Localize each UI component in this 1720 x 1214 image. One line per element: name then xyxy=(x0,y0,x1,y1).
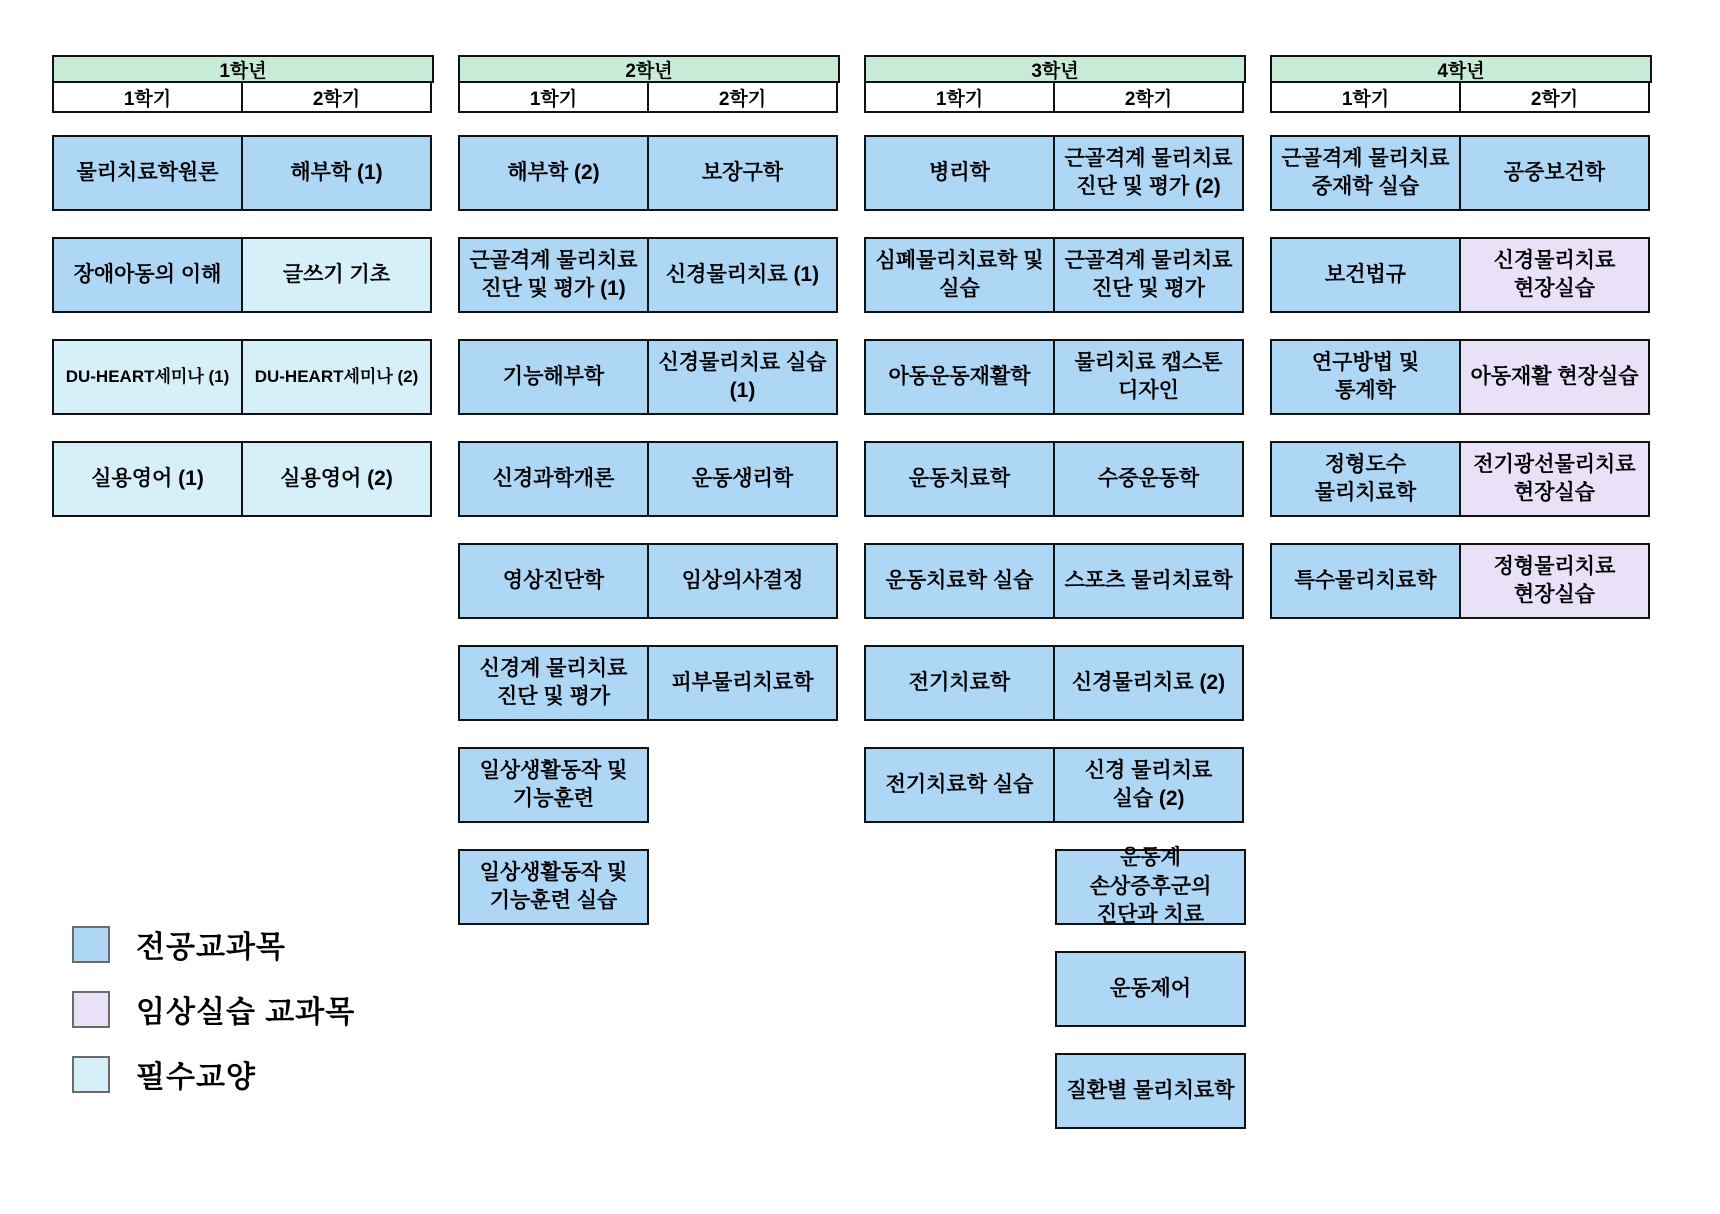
course-box: 특수물리치료학 xyxy=(1270,543,1461,619)
course-row xyxy=(52,237,434,313)
year-header: 4학년 xyxy=(1270,55,1652,83)
course-row xyxy=(458,339,840,415)
course-box: DU-HEART세미나 (1) xyxy=(52,339,243,415)
course-row xyxy=(864,339,1246,415)
course-box: 임상의사결정 xyxy=(647,543,838,619)
course-box: 운동제어 xyxy=(1055,951,1246,1027)
empty-slot xyxy=(864,1053,1055,1129)
year-header: 1학년 xyxy=(52,55,434,83)
legend-swatch-general xyxy=(72,1056,110,1093)
course-box: 연구방법 및 통계학 xyxy=(1270,339,1461,415)
empty-slot xyxy=(649,849,840,925)
course-box: 공중보건학 xyxy=(1459,135,1650,211)
course-box: 운동치료학 실습 xyxy=(864,543,1055,619)
course-box: 전기치료학 실습 xyxy=(864,747,1055,823)
course-box: 신경과학개론 xyxy=(458,441,649,517)
course-row xyxy=(458,747,840,823)
course-row xyxy=(864,645,1246,721)
course-row xyxy=(52,135,434,211)
course-row xyxy=(458,237,840,313)
course-box: 실용영어 (1) xyxy=(52,441,243,517)
course-box: 피부물리치료학 xyxy=(647,645,838,721)
legend-item xyxy=(72,922,355,966)
semester-header: 1학기 xyxy=(1270,81,1461,113)
course-row xyxy=(1270,339,1652,415)
semester-header: 2학기 xyxy=(1459,81,1650,113)
course-row xyxy=(458,135,840,211)
course-box: 일상생활동작 및 기능훈련 실습 xyxy=(458,849,649,925)
course-box: 기능해부학 xyxy=(458,339,649,415)
course-box: 일상생활동작 및 기능훈련 xyxy=(458,747,649,823)
semester-header: 2학기 xyxy=(1053,81,1244,113)
year-column-3 xyxy=(864,55,1246,1129)
legend-item xyxy=(72,987,355,1031)
course-row xyxy=(458,543,840,619)
course-box: 보장구학 xyxy=(647,135,838,211)
course-box: 근골격계 물리치료 중재학 실습 xyxy=(1270,135,1461,211)
course-row xyxy=(864,135,1246,211)
course-box: 근골격계 물리치료 진단 및 평가 xyxy=(1053,237,1244,313)
semester-header-row xyxy=(1270,81,1652,113)
course-box: 영상진단학 xyxy=(458,543,649,619)
legend-label: 전공교과목 xyxy=(136,931,286,964)
course-row xyxy=(864,543,1246,619)
empty-slot xyxy=(864,849,1055,925)
course-box: 물리치료 캡스톤 디자인 xyxy=(1053,339,1244,415)
course-box: 정형도수 물리치료학 xyxy=(1270,441,1461,517)
legend-swatch-clinical xyxy=(72,991,110,1028)
course-row xyxy=(52,339,434,415)
course-box: 스포츠 물리치료학 xyxy=(1053,543,1244,619)
course-box: 전기광선물리치료현장실습 xyxy=(1459,441,1650,517)
course-box: 글쓰기 기초 xyxy=(241,237,432,313)
course-row xyxy=(864,237,1246,313)
course-row xyxy=(864,747,1246,823)
course-box: 수중운동학 xyxy=(1053,441,1244,517)
course-box: 질환별 물리치료학 xyxy=(1055,1053,1246,1129)
course-row xyxy=(864,846,1246,927)
course-box: 정형물리치료 현장실습 xyxy=(1459,543,1650,619)
course-box: 해부학 (2) xyxy=(458,135,649,211)
semester-header-row xyxy=(864,81,1246,113)
course-row xyxy=(1270,543,1652,619)
course-box: 해부학 (1) xyxy=(241,135,432,211)
course-row xyxy=(52,441,434,517)
course-row xyxy=(458,849,840,925)
semester-header: 2학기 xyxy=(647,81,838,113)
course-box: 신경계 물리치료 진단 및 평가 xyxy=(458,645,649,721)
course-box: 전기치료학 xyxy=(864,645,1055,721)
legend-item xyxy=(72,1052,355,1096)
year-header: 2학년 xyxy=(458,55,840,83)
legend-swatch-major xyxy=(72,926,110,963)
semester-header-row xyxy=(52,81,434,113)
year-column-2 xyxy=(458,55,840,1129)
course-row xyxy=(1270,135,1652,211)
course-box: 운동계 손상증후군의 진단과 치료 xyxy=(1055,849,1246,925)
empty-slot xyxy=(649,747,840,823)
semester-header: 1학기 xyxy=(52,81,243,113)
course-box: 신경물리치료 현장실습 xyxy=(1459,237,1650,313)
semester-header: 1학기 xyxy=(864,81,1055,113)
course-box: 심폐물리치료학 및 실습 xyxy=(864,237,1055,313)
course-row xyxy=(864,951,1246,1027)
course-box: 신경물리치료 실습 (1) xyxy=(647,339,838,415)
course-box: 아동재활 현장실습 xyxy=(1459,339,1650,415)
legend xyxy=(72,922,355,1096)
course-row xyxy=(458,441,840,517)
course-box: 병리학 xyxy=(864,135,1055,211)
year-column-4 xyxy=(1270,55,1652,1129)
course-box: 실용영어 (2) xyxy=(241,441,432,517)
course-box: 물리치료학원론 xyxy=(52,135,243,211)
course-box: 아동운동재활학 xyxy=(864,339,1055,415)
course-box: 신경 물리치료 실습 (2) xyxy=(1053,747,1244,823)
course-box: 근골격계 물리치료 진단 및 평가 (2) xyxy=(1053,135,1244,211)
semester-header: 2학기 xyxy=(241,81,432,113)
empty-slot xyxy=(864,951,1055,1027)
year-header: 3학년 xyxy=(864,55,1246,83)
course-row xyxy=(864,441,1246,517)
course-row xyxy=(1270,237,1652,313)
course-box: 장애아동의 이해 xyxy=(52,237,243,313)
course-box: 운동치료학 xyxy=(864,441,1055,517)
course-box: DU-HEART세미나 (2) xyxy=(241,339,432,415)
course-row xyxy=(1270,441,1652,517)
semester-header-row xyxy=(458,81,840,113)
course-box: 신경물리치료 (2) xyxy=(1053,645,1244,721)
course-row xyxy=(864,1053,1246,1129)
legend-label: 필수교양 xyxy=(136,1061,256,1094)
course-box: 신경물리치료 (1) xyxy=(647,237,838,313)
semester-header: 1학기 xyxy=(458,81,649,113)
legend-label: 임상실습 교과목 xyxy=(136,996,356,1029)
course-row xyxy=(458,645,840,721)
course-box: 보건법규 xyxy=(1270,237,1461,313)
course-box: 근골격계 물리치료 진단 및 평가 (1) xyxy=(458,237,649,313)
course-box: 운동생리학 xyxy=(647,441,838,517)
